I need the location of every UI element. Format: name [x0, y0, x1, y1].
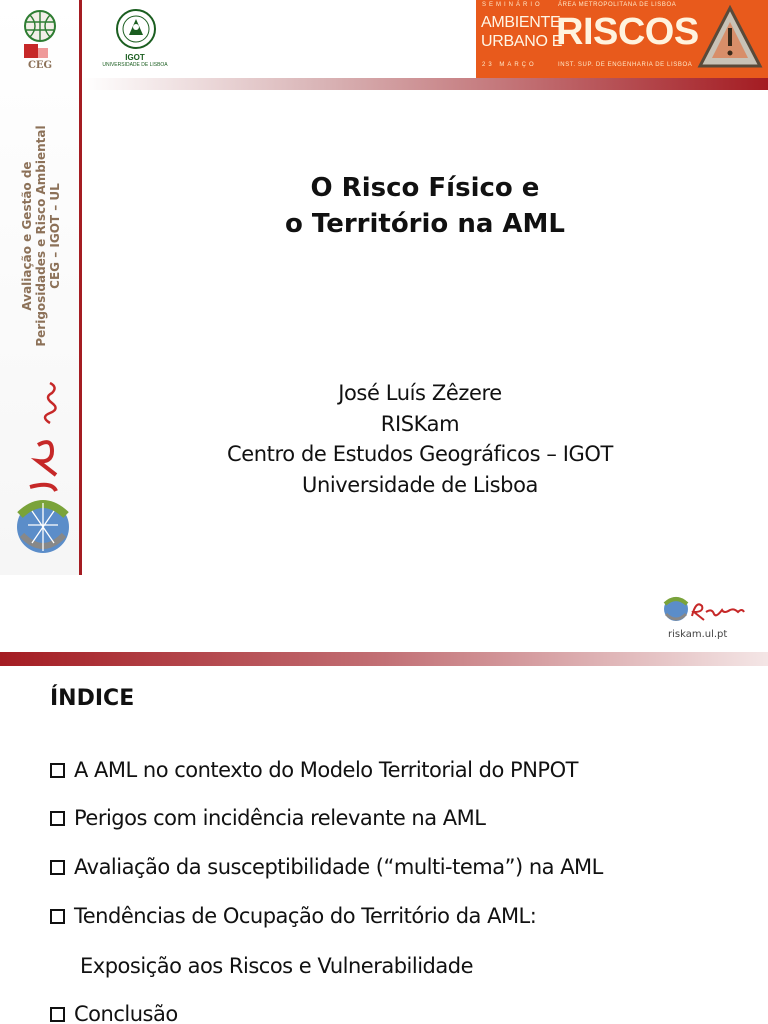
title-line-1: O Risco Físico e	[310, 173, 540, 203]
author-name: José Luís Zêzere	[338, 381, 502, 405]
list-item: Perigos com incidência relevante na AML	[50, 806, 485, 830]
sidebar	[0, 0, 82, 575]
banner-area: ÁREA METROPOLITANA DE LISBOA	[558, 2, 677, 8]
ceg-label: CEG	[27, 60, 53, 71]
slide-divider	[0, 652, 768, 666]
checkbox-bullet-icon	[50, 763, 65, 778]
author-university: Universidade de Lisboa	[301, 472, 539, 497]
banner-institution: INST. SUP. DE ENGENHARIA DE LISBOA	[558, 62, 693, 68]
banner-line-1: AMBIENTE	[481, 14, 561, 31]
list-item: Tendências de Ocupação do Território da AML:	[50, 904, 536, 928]
sidebar-line-1: Avaliação e Gestão de	[20, 161, 34, 311]
checkbox-bullet-icon	[50, 909, 65, 924]
seminar-banner	[476, 0, 768, 78]
list-item-continuation: Exposição aos Riscos e Vulnerabilidade	[80, 954, 473, 978]
index-slide	[0, 666, 768, 1024]
slide-title	[82, 170, 768, 242]
banner-seminario: SEMINÁRIO	[482, 2, 543, 8]
igot-university: UNIVERSIDADE DE LISBOA	[102, 62, 168, 68]
banner-riscos: RISCOS	[556, 11, 699, 53]
riskam-corner-logo-icon	[662, 594, 756, 624]
index-heading: ÍNDICE	[50, 686, 135, 711]
author-group: RISKam	[380, 411, 460, 436]
sidebar-line-3: CEG – IGOT – UL	[48, 183, 62, 289]
riskam-url: riskam.ul.pt	[668, 629, 728, 640]
banner-line-2: URBANO E	[481, 33, 563, 50]
sidebar-line-2: Perigosidades e Risco Ambiental	[34, 125, 48, 347]
igot-name: IGOT	[125, 53, 145, 62]
list-item: A AML no contexto do Modelo Territorial do PNPOT	[50, 758, 578, 782]
checkbox-bullet-icon	[50, 1007, 65, 1022]
author-block	[82, 378, 758, 500]
warning-triangle-icon	[696, 4, 764, 72]
author-centre: Centro de Estudos Geográficos – IGOT	[226, 442, 613, 466]
banner-date: 23 MARÇO	[482, 62, 537, 68]
list-item: Conclusão	[50, 1002, 178, 1024]
checkbox-bullet-icon	[50, 811, 65, 826]
header-gradient-bar	[82, 78, 768, 90]
title-line-2: o Território na AML	[285, 209, 565, 239]
list-item: Avaliação da susceptibilidade (“multi-tema”) na AML	[50, 855, 603, 879]
riskam-logo-icon	[8, 375, 78, 565]
checkbox-bullet-icon	[50, 860, 65, 875]
